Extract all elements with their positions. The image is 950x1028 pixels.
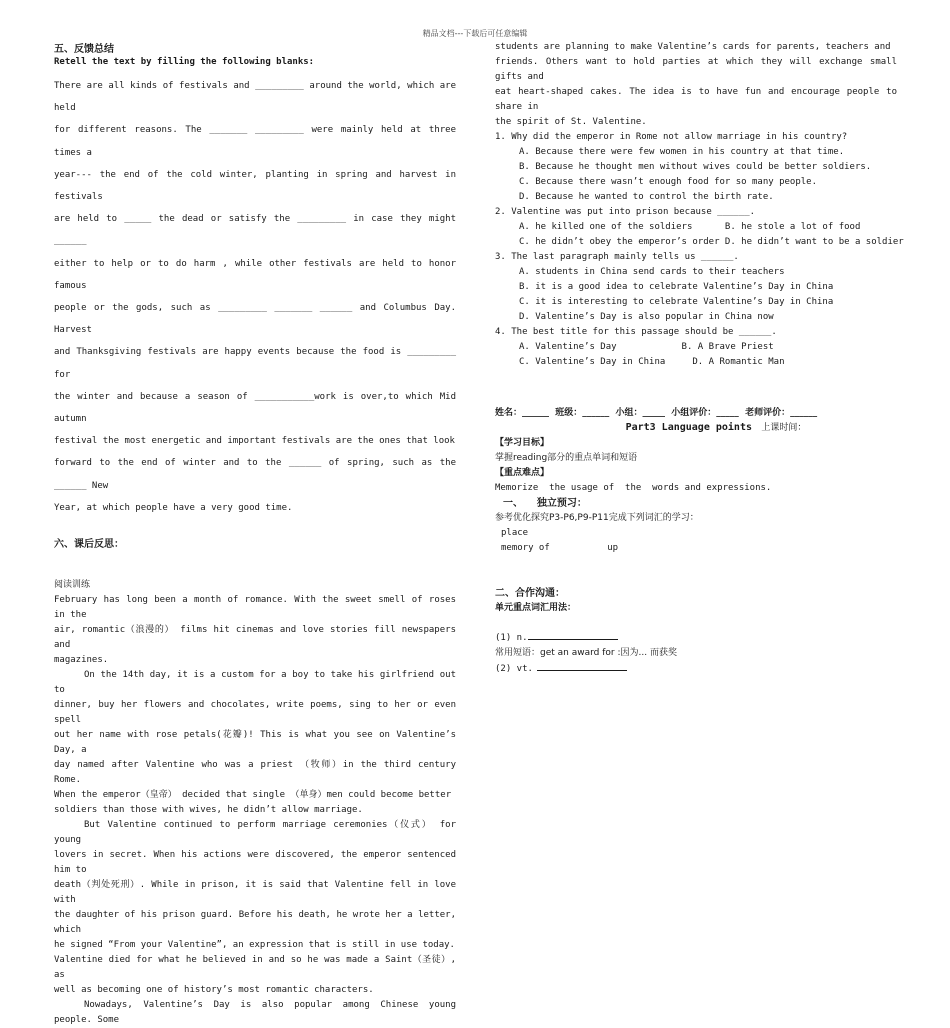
passage-line: eat heart-shaped cakes. The idea is to have fun and encourage people to share in xyxy=(495,87,897,112)
part3-heading xyxy=(535,420,897,436)
passage-line: Nowadays, Valentine’s Day is also popular among Chinese young people. Some xyxy=(54,1000,456,1026)
answer-option[interactable]: C. Because there wasn’t enough food for so many people. xyxy=(519,177,818,187)
retell-line: for different reasons. The _______ _________ were mainly held at three times a xyxy=(54,125,456,158)
item-1 xyxy=(495,630,897,646)
answer-option[interactable]: C. Valentine’s Day in China D. A Romantic Man xyxy=(519,357,785,367)
passage-line: When the emperor（皇帝） decided that single （单身）men could become better xyxy=(54,790,452,801)
retell-instruction: Retell the text by filling the following blanks: xyxy=(54,57,315,67)
question-2 xyxy=(495,205,904,250)
passage-line: lovers in secret. When his actions were discovered, the emperor sentenced him to xyxy=(54,850,456,876)
phrase-line: 常用短语：get an award for :因为... 而获奖 xyxy=(495,648,677,658)
answer-option[interactable]: A. he killed one of the soldiers B. he stole a lot of food xyxy=(519,222,861,232)
vocab-memory-of: memory of xyxy=(501,543,550,553)
passage-line: he signed “From your Valentine”, an expression that is still in use today. xyxy=(54,940,455,951)
preview-ref: 参考优化探究P3-P6,P9-P11完成下列词汇的学习： xyxy=(495,513,699,523)
retell-line: and Thanksgiving festivals are happy events because the food is _________ for xyxy=(54,347,456,380)
goal-label: 【学习目标】 xyxy=(495,438,550,448)
answer-option[interactable]: C. he didn’t obey the emperor’s order D. he didn’t want to be a soldier xyxy=(519,237,904,247)
passage-line: Valentine died for what he believed in and so he was made a Saint（圣徒）, as xyxy=(54,955,456,981)
coop-title: 二、合作沟通： xyxy=(495,588,565,599)
retell-line: year--- the end of the cold winter, planting in spring and harvest in festivals xyxy=(54,169,456,203)
vocab-place: place xyxy=(501,528,529,538)
answer-option[interactable]: B. it is a good idea to celebrate Valentine’s Day in China xyxy=(519,282,834,292)
passage-line: out her name with rose petals(花瓣)! This is what you see on Valentine’s Day, a xyxy=(54,730,456,756)
vocab-up: up xyxy=(607,543,619,553)
answer-option[interactable]: A. Because there were few women in his country at that time. xyxy=(519,147,845,157)
retell-line: There are all kinds of festivals and _________ around the world, which are held xyxy=(54,81,456,114)
passage-line: magazines. xyxy=(54,655,109,666)
reading-passage xyxy=(54,578,456,1028)
retell-line: people or the gods, such as _________ _______ ______ and Columbus Day. Harvest xyxy=(54,303,456,336)
student-info-line: 姓名：______ 班级：______ 小组：_____ 小组评价：_____ 老师评价：______ xyxy=(495,408,818,418)
passage-line: February has long been a month of romance. With the sweet smell of roses in the xyxy=(54,595,456,621)
answer-option[interactable]: D. Valentine’s Day is also popular in China now xyxy=(519,312,774,322)
question-text: 3. The last paragraph mainly tells us ______. xyxy=(495,252,739,262)
header-note: 精品文档---下载后可任意编辑 xyxy=(422,29,528,38)
passage-line: death（判处死刑）. While in prison, it is said that Valentine fell in love with xyxy=(54,880,456,906)
item-1-label: (1) n. xyxy=(495,633,528,643)
retell-line: forward to the end of winter and to the ______ of spring, such as the ______ New xyxy=(54,458,456,491)
fill-blank[interactable] xyxy=(528,630,618,640)
retell-line: the winter and because a season of ___________work is over,to which Mid autumn xyxy=(54,391,456,425)
passage-line: air, romantic（浪漫的） films hit cinemas and love stories fill newspapers and xyxy=(54,625,456,651)
passage-line: well as becoming one of history’s most romantic characters. xyxy=(54,985,374,996)
part3-title: Part3 Language points xyxy=(625,422,752,433)
answer-option[interactable]: A. Valentine’s Day B. A Brave Priest xyxy=(519,342,774,352)
reading-title: 阅读训练 xyxy=(54,580,91,591)
passage-line: soldiers than those with wives, he didn’t allow marriage. xyxy=(54,805,363,816)
question-text: 1. Why did the emperor in Rome not allow marriage in his country? xyxy=(495,132,848,142)
retell-line: festival the most energetic and important festivals are the ones that look xyxy=(54,436,455,447)
question-1 xyxy=(495,130,897,205)
answer-option[interactable]: D. Because he wanted to control the birth rate. xyxy=(519,192,774,202)
question-text: 2. Valentine was put into prison because ______. xyxy=(495,207,756,217)
answer-option[interactable]: B. Because he thought men without wives could be better soldiers. xyxy=(519,162,872,172)
passage-line: the spirit of St. Valentine. xyxy=(495,117,647,127)
passage-line: friends. Others want to hold parties at which they will exchange small gifts and xyxy=(495,57,897,82)
retell-line: are held to _____ the dead or satisfy the _________ in case they might ______ xyxy=(54,214,456,247)
item-2-label: (2) vt. xyxy=(495,664,533,674)
right-column xyxy=(495,40,904,677)
question-3 xyxy=(495,250,897,325)
question-4 xyxy=(495,325,897,370)
retell-line: Year, at which people have a very good time. xyxy=(54,502,293,513)
passage-line: day named after Valentine who was a priest （牧师）in the third century Rome. xyxy=(54,760,456,786)
left-column xyxy=(54,40,456,1028)
fill-blank[interactable] xyxy=(537,661,627,671)
item-2 xyxy=(495,661,897,677)
passage-line: the daughter of his prison guard. Before his death, he wrote her a letter, which xyxy=(54,910,456,936)
focus-label: 【重点难点】 xyxy=(495,468,550,478)
usage-title: 单元重点词汇用法： xyxy=(495,603,577,613)
focus-text: Memorize the usage of the words and expressions. xyxy=(495,483,772,493)
passage-line: dinner, buy her flowers and chocolates, write poems, sing to her or even spell xyxy=(54,700,456,726)
answer-option[interactable]: C. it is interesting to celebrate Valentine’s Day in China xyxy=(519,297,834,307)
part3-time: 上课时间： xyxy=(761,423,807,433)
question-text: 4. The best title for this passage should be ______. xyxy=(495,327,777,337)
vocab-memory xyxy=(501,541,897,556)
section5-title: 五、反馈总结 xyxy=(54,44,114,55)
preview-title: 一、 独立预习： xyxy=(503,498,587,509)
goal-text: 掌握reading部分的重点单词和短语 xyxy=(495,453,638,463)
passage-line: On the 14th day, it is a custom for a boy to take his girlfriend out to xyxy=(54,670,456,696)
passage-line: students are planning to make Valentine’s cards for parents, teachers and xyxy=(495,42,891,52)
answer-option[interactable]: A. students in China send cards to their teachers xyxy=(519,267,785,277)
retell-paragraph xyxy=(54,75,456,519)
retell-line: either to help or to do harm , while other festivals are held to honor famous xyxy=(54,258,456,291)
passage-line: But Valentine continued to perform marriage ceremonies（仪式） for young xyxy=(54,820,456,846)
section6-title: 六、课后反思： xyxy=(54,539,124,551)
passage-continuation xyxy=(495,40,897,130)
